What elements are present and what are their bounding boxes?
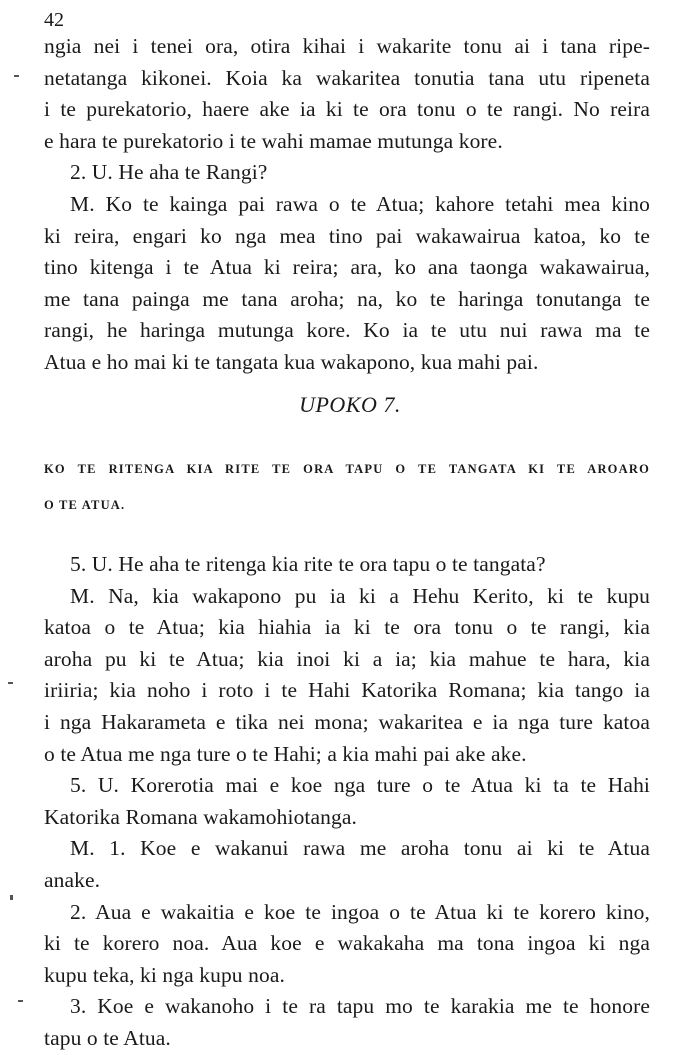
text-line: e hara te purekatorio i te wahi mamae mutunga kore.	[44, 128, 503, 153]
answer-line: M. 1. Koe e wakanui rawa me aroha tonu ai ki te Atua	[70, 836, 650, 861]
chapter-subtitle	[44, 451, 650, 523]
answer-line: M. Na, kia wakapono pu ia ki a Hehu Kerito, ki te kupu	[70, 583, 650, 608]
text-line: Katorika Romana wakamohiotanga.	[44, 804, 357, 829]
list-item-line: 2. Aua e wakaitia e koe te ingoa o te Atua ki te korero kino,	[70, 899, 650, 924]
text-line: netatanga kikonei. Koia ka wakaritea tonutia tana utu ripeneta	[44, 65, 650, 90]
text-line: rangi, he haringa mutunga kore. Ko ia te utu nui rawa ma te	[44, 318, 650, 343]
text-block-lower	[44, 549, 650, 1055]
margin-mark	[18, 1000, 23, 1002]
text-block-upper	[44, 31, 650, 379]
text-line: tapu o te Atua.	[44, 1025, 171, 1050]
subtitle-line: KO TE RITENGA KIA RITE TE ORA TAPU O TE TANGATA KI TE AROARO	[44, 462, 650, 476]
text-line: anake.	[44, 867, 101, 892]
margin-mark	[10, 895, 13, 900]
margin-mark	[8, 682, 13, 684]
text-line: Atua e ho mai ki te tangata kua wakapono, kua mahi pai.	[44, 349, 539, 374]
text-line: ki te korero noa. Aua koe e wakakaha ma tona ingoa ki nga	[44, 931, 650, 956]
text-line: katoa o te Atua; kia hiahia ia ki te ora tonu o te rangi, kia	[44, 615, 650, 640]
text-line: i nga Hakarameta e tika nei mona; wakaritea e ia nga ture katoa	[44, 709, 650, 734]
text-line: i te purekatorio, haere ake ia ki te ora tonu o te rangi. No reira	[44, 97, 650, 122]
page-number: 42	[44, 9, 64, 31]
question-line: 2. U. He aha te Rangi?	[70, 160, 268, 185]
subtitle-line: O TE ATUA.	[44, 498, 126, 512]
text-line: kupu teka, ki nga kupu noa.	[44, 962, 285, 987]
list-item-line: 3. Koe e wakanoho i te ra tapu mo te karakia me te honore	[70, 994, 650, 1019]
text-line: iriiria; kia noho i roto i te Hahi Katorika Romana; kia tango ia	[44, 678, 650, 703]
text-line: ki reira, engari ko nga mea tino pai wakawairua katoa, ko te	[44, 223, 650, 248]
margin-mark	[14, 75, 19, 77]
text-line: me tana painga me tana aroha; na, ko te haringa tonutanga te	[44, 286, 650, 311]
text-line: o te Atua me nga ture o te Hahi; a kia mahi pai ake ake.	[44, 741, 527, 766]
text-line: aroha pu ki te Atua; kia inoi ki a ia; kia mahue te hara, kia	[44, 646, 650, 671]
question-line: 5. U. He aha te ritenga kia rite te ora tapu o te tangata?	[70, 552, 546, 576]
text-line: ngia nei i tenei ora, otira kihai i wakarite tonu ai i tana ripe-	[44, 34, 650, 58]
answer-line: M. Ko te kainga pai rawa o te Atua; kahore tetahi mea kino	[70, 191, 650, 216]
question-line: 5. U. Korerotia mai e koe nga ture o te Atua ki ta te Hahi	[70, 773, 650, 798]
text-line: tino kitenga i te Atua ki reira; ara, ko ana taonga wakawairua,	[44, 255, 650, 280]
chapter-heading: UPOKO 7.	[299, 392, 401, 417]
